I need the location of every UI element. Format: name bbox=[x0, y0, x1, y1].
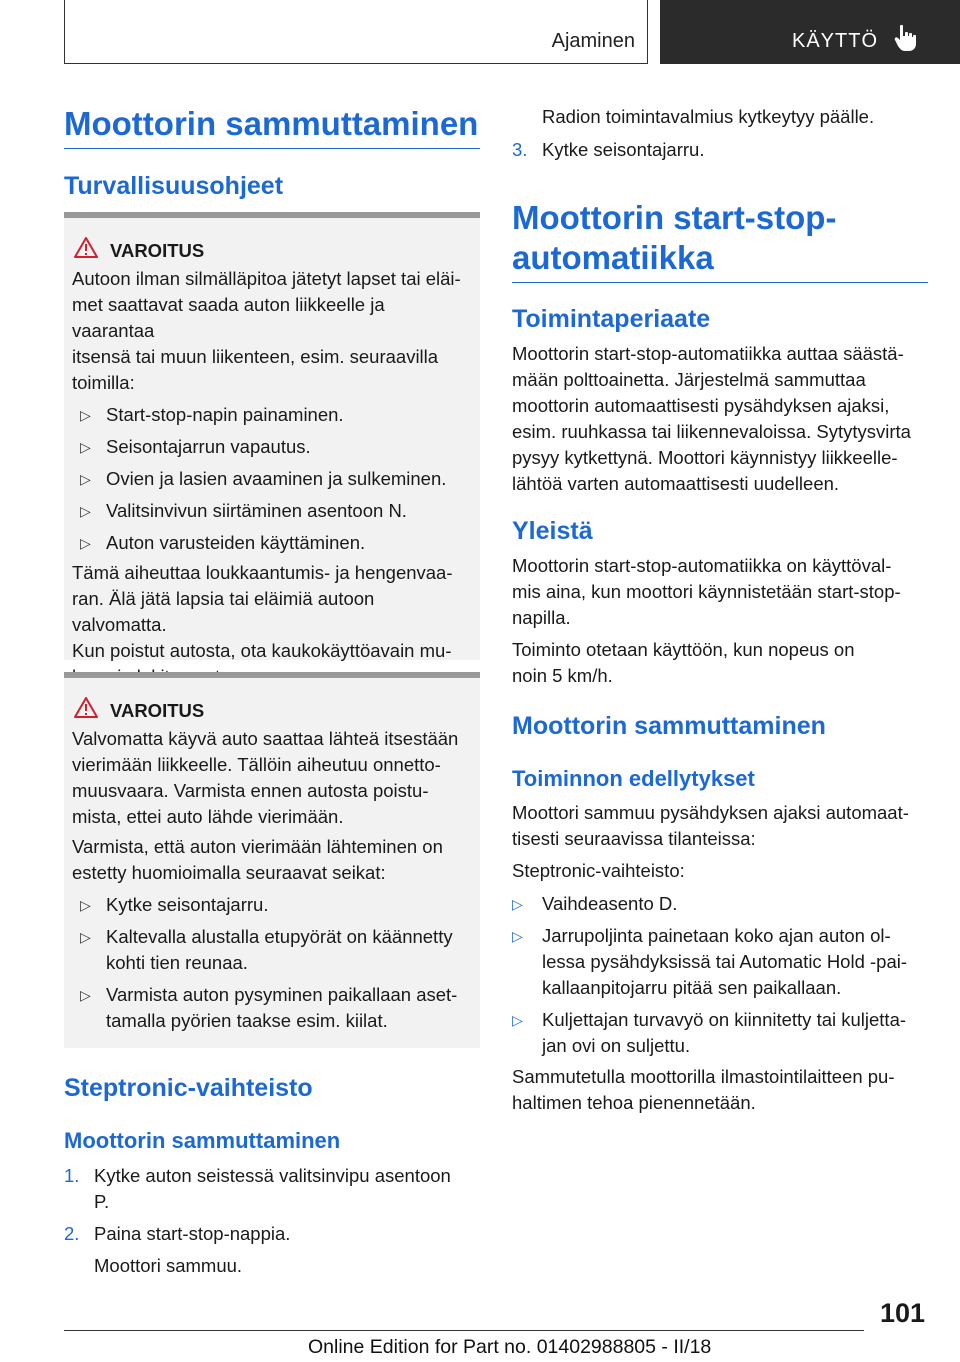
warning-triangle-icon bbox=[74, 696, 98, 720]
warning-box-2 bbox=[64, 672, 480, 1048]
steptronic-heading: Steptronic-vaihteisto bbox=[64, 1074, 313, 1102]
warning-title-text-2: VAROITUS bbox=[110, 700, 205, 721]
footer-rule bbox=[64, 1330, 864, 1331]
list-item: ▷ Valitsinvivun siirtäminen asentoon N. bbox=[72, 498, 472, 524]
list-item: ▷ Varmista auton pysyminen paikallaan aset- tamalla pyörien taakse esim. kiilat. bbox=[80, 984, 458, 1031]
bullet-triangle-icon: ▷ bbox=[80, 503, 91, 519]
list-item: ▷ Vaihdeasento D. bbox=[512, 891, 928, 917]
bullet-triangle-icon: ▷ bbox=[80, 929, 91, 945]
list-item: ▷ Auton varusteiden käyttäminen. bbox=[72, 530, 472, 556]
steptronic-subheading: Moottorin sammuttaminen bbox=[64, 1128, 341, 1153]
page-title: Moottorin sammuttaminen bbox=[64, 105, 479, 142]
warning1-intro: Autoon ilman silmälläpitoa jätetyt lapset tai eläi- met saattavat saada auton liikkeelle ja vaarantaa itsensä tai muun liikenteen, esim. seuraavilla toimilla: bbox=[72, 268, 461, 393]
warning-box-1 bbox=[64, 212, 480, 660]
principle-text: Moottorin start-stop-automatiikka auttaa säästä- mään polttoainetta. Järjestelmä sammuttaa moottorin automaattisesti pysähdyksen ajaksi, esim. ruuhkassa tai liikennevaloissa. Sytytysvirta pysyy kytkettynä. Moottori käynnistyy liikkeelle- lähtöä varten automaattisesti uudelleen. bbox=[512, 343, 911, 494]
title-rule bbox=[512, 282, 928, 283]
bullet-triangle-icon: ▷ bbox=[80, 897, 91, 913]
header-section-box bbox=[64, 0, 648, 64]
warning1-outro: Tämä aiheuttaa loukkaantumis- ja hengenvaa- ran. Älä jätä lapsia tai eläimiä autoon valvomatta. Kun poistut autosta, ota kaukokäyttöavain mu- bbox=[72, 562, 453, 661]
steptronic-label: Steptronic-vaihteisto: bbox=[512, 860, 685, 881]
list-item: ▷ Start-stop-napin painaminen. bbox=[72, 402, 472, 428]
general-text: Moottorin start-stop-automatiikka on käyttöval- mis aina, kun moottori käynnistetään start-stop- napilla. bbox=[512, 555, 901, 628]
conditions-list bbox=[512, 891, 928, 1059]
header-chapter-box bbox=[660, 0, 960, 64]
conditions-heading: Toiminnon edellytykset bbox=[512, 766, 755, 791]
right-title-block bbox=[512, 198, 928, 283]
bullet-triangle-icon: ▷ bbox=[512, 896, 523, 912]
list-item: ▷ Seisontajarrun vapautus. bbox=[72, 434, 472, 460]
list-item: ▷ Kytke seisontajarru. bbox=[72, 892, 472, 918]
step-item: 2. Paina start-stop-nappia. bbox=[64, 1223, 291, 1244]
list-item: ▷ Kuljettajan turvavyö on kiinnitetty tai kuljetta- jan ovi on suljettu. bbox=[512, 1009, 907, 1056]
bullet-triangle-icon: ▷ bbox=[80, 407, 91, 423]
steps-list bbox=[64, 1163, 480, 1279]
footer-edition: Online Edition for Part no. 01402988805 - II/18 bbox=[308, 1336, 712, 1358]
left-title-block bbox=[64, 104, 480, 149]
general-heading: Yleistä bbox=[512, 517, 593, 545]
warning-title-2 bbox=[110, 698, 472, 724]
step-result-cont: Radion toimintavalmius kytkeytyy päälle. bbox=[542, 106, 875, 127]
list-item: ▷ Jarrupoljinta painetaan koko ajan auton ol- lessa pysähdyksissä tai Automatic Hold -pai- kallaanpitojarru pitää sen paikallaan. bbox=[512, 925, 908, 998]
title-rule bbox=[64, 148, 480, 149]
safety-heading: Turvallisuusohjeet bbox=[64, 172, 284, 200]
bullet-triangle-icon: ▷ bbox=[80, 471, 91, 487]
start-stop-title: Moottorin start-stop- automatiikka bbox=[512, 199, 837, 276]
warning-title-text-1: VAROITUS bbox=[110, 240, 205, 261]
step-item: 1. Kytke auton seistessä valitsinvipu asentoon P. bbox=[64, 1165, 451, 1212]
bullet-triangle-icon: ▷ bbox=[512, 928, 523, 944]
bullet-triangle-icon: ▷ bbox=[80, 535, 91, 551]
principle-heading: Toimintaperiaate bbox=[512, 305, 711, 333]
warning2-p1: Valvomatta käyvä auto saattaa lähteä itsestään vierimään liikkeelle. Tällöin aiheutuu onnetto- muusvaara. Varmista ennen autosta poistu- mista, ettei auto lähde vierimään. bbox=[72, 728, 459, 827]
bullet-triangle-icon: ▷ bbox=[80, 987, 91, 1003]
chapter-label: KÄYTTÖ bbox=[792, 30, 879, 52]
page-number: 101 bbox=[880, 1298, 926, 1328]
step-item: 3. Kytke seisontajarru. bbox=[512, 139, 705, 160]
hand-pointer-icon bbox=[894, 24, 920, 52]
warning-triangle-icon bbox=[74, 236, 98, 260]
bullet-triangle-icon: ▷ bbox=[80, 439, 91, 455]
bullet-triangle-icon: ▷ bbox=[512, 1012, 523, 1028]
stop-heading: Moottorin sammuttaminen bbox=[512, 712, 826, 740]
ac-text: Sammutetulla moottorilla ilmastointilaitteen pu- haltimen tehoa pienennetään. bbox=[512, 1066, 895, 1113]
conditions-text: Moottori sammuu pysähdyksen ajaksi automaat- tisesti seuraavissa tilanteissa: bbox=[512, 802, 909, 849]
warning-title-1 bbox=[110, 238, 472, 264]
general-text-2: Toiminto otetaan käyttöön, kun nopeus on noin 5 km/h. bbox=[512, 639, 855, 686]
section-label: Ajaminen bbox=[551, 30, 635, 52]
warning2-p2: Varmista, että auton vierimään lähteminen on estetty huomioimalla seuraavat seikat: bbox=[72, 836, 443, 883]
list-item: ▷ Kaltevalla alustalla etupyörät on käännetty kohti tien reunaa. bbox=[80, 926, 453, 973]
list-item: ▷ Ovien ja lasien avaaminen ja sulkeminen. bbox=[72, 466, 472, 492]
step-result: Moottori sammuu. bbox=[94, 1255, 243, 1276]
